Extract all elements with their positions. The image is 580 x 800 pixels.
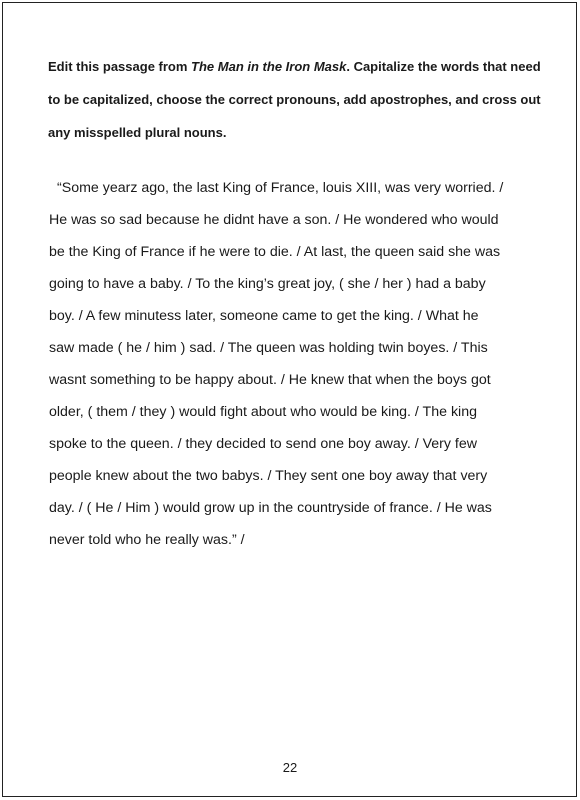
passage-line: day. / ( He / Him ) would grow up in the countryside of france. / He was <box>49 500 492 516</box>
passage-line: older, ( them / they ) would fight about who would be king. / The king <box>49 404 477 420</box>
passage-line: wasnt something to be happy about. / He knew that when the boys got <box>49 372 491 388</box>
passage-line: people knew about the two babys. / They sent one boy away that very <box>49 468 488 484</box>
passage-line: boy. / A few minutess later, someone came to get the king. / What he <box>49 308 479 324</box>
page-number: 22 <box>282 760 298 775</box>
passage-line: be the King of France if he were to die. / At last, the queen said she was <box>49 244 501 260</box>
passage <box>49 172 549 556</box>
passage-line: He was so sad because he didnt have a son. / He wondered who would <box>49 212 499 228</box>
passage-line: saw made ( he / him ) sad. / The queen was holding twin boyes. / This <box>49 340 488 356</box>
passage-line: never told who he really was.” / <box>49 532 245 548</box>
book-title: The Man in the Iron Mask <box>191 59 347 74</box>
passage-line: “Some yearz ago, the last King of France, louis XIII, was very worried. / <box>57 180 504 196</box>
passage-line: spoke to the queen. / they decided to send one boy away. / Very few <box>49 436 478 452</box>
instructions-intro: Edit this passage from <box>48 59 192 74</box>
passage-line: going to have a baby. / To the king’s great joy, ( she / her ) had a baby <box>49 276 486 292</box>
instructions-body: . Capitalize the words that need to be capitalized, choose the correct pronouns, add apostrophes, and cross out any misspelled plural nouns. <box>48 59 541 140</box>
instructions <box>48 50 548 149</box>
